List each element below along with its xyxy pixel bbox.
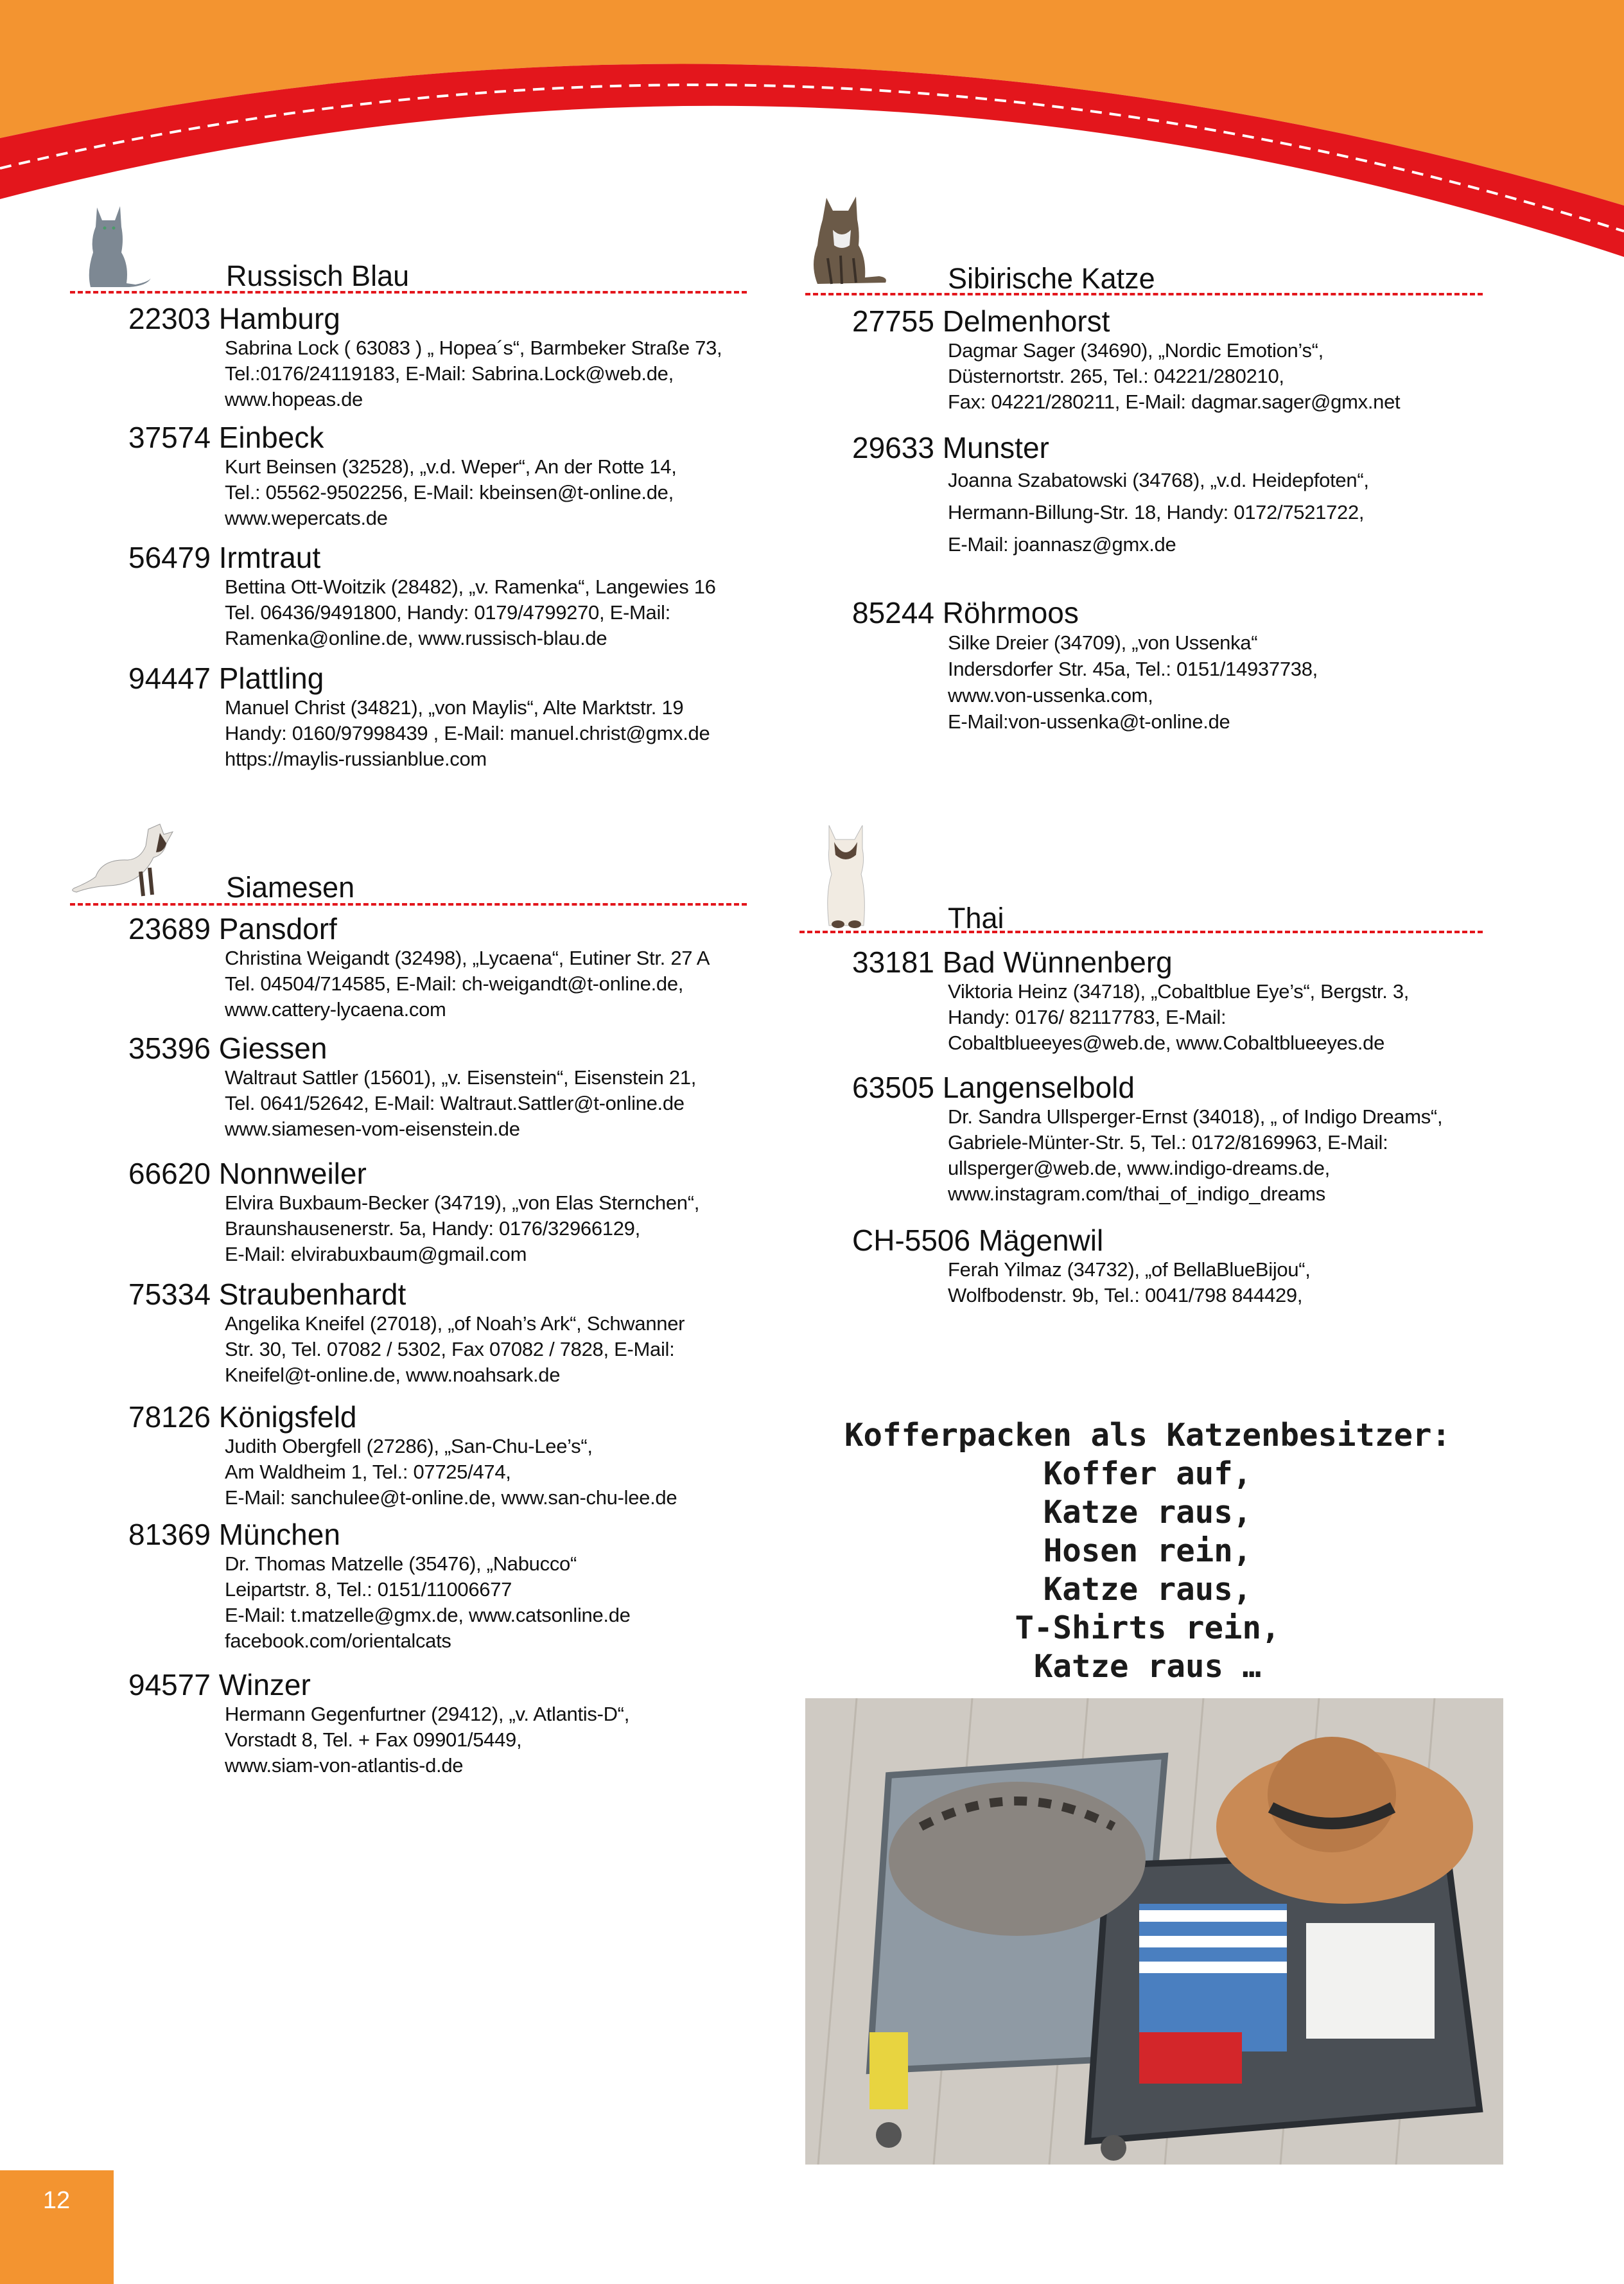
breeder-city: 78126 Königsfeld — [128, 1400, 357, 1434]
breeder-detail-line: Tel. 06436/9491800, Handy: 0179/4799270, E-Mail: — [225, 601, 670, 624]
breeder-detail-line: E-Mail: elvirabuxbaum@gmail.com — [225, 1243, 527, 1265]
breeder-detail-line: Kneifel@t-online.de, www.noahsark.de — [225, 1364, 561, 1386]
breeder-city: 29633 Munster — [852, 431, 1049, 464]
breeder-detail-line: Bettina Ott-Woitzik (28482), „v. Ramenka“, Langewies 16 — [225, 575, 716, 598]
breeder-detail-line: Manuel Christ (34821), „von Maylis“, Alte Marktstr. 19 — [225, 696, 684, 719]
breeder-detail-line: Elvira Buxbaum-Becker (34719), „von Elas Sternchen“, — [225, 1191, 700, 1214]
breeder-detail-line: Gabriele-Münter-Str. 5, Tel.: 0172/8169963, E-Mail: — [948, 1131, 1388, 1154]
breeder-city: 66620 Nonnweiler — [128, 1157, 367, 1190]
breeder-detail-line: Cobaltblueeyes@web.de, www.Cobaltblueeyes.de — [948, 1032, 1385, 1054]
breeder-detail-line: Silke Dreier (34709), „von Ussenka“ — [948, 631, 1258, 654]
breeder-city: 56479 Irmtraut — [128, 541, 321, 574]
breeder-detail-line: Tel.:0176/24119183, E-Mail: Sabrina.Lock@web.de, — [225, 362, 674, 385]
breeder-detail-line: www.instagram.com/thai_of_indigo_dreams — [948, 1182, 1325, 1205]
siberian-cat-icon — [808, 194, 889, 285]
breeder-detail-line: Ferah Yilmaz (34732), „of BellaBlueBijou“, — [948, 1258, 1311, 1281]
breeder-detail-line: facebook.com/orientalcats — [225, 1630, 451, 1652]
section-divider — [805, 293, 1483, 295]
page-number-box — [0, 2170, 114, 2284]
breeder-city: 94577 Winzer — [128, 1668, 311, 1701]
breeder-detail-line: E-Mail: t.matzelle@gmx.de, www.catsonline.de — [225, 1604, 631, 1626]
poem-line: Hosen rein, — [1043, 1533, 1252, 1569]
breeder-detail-line: Fax: 04221/280211, E-Mail: dagmar.sager@gmx.net — [948, 391, 1401, 413]
poem-line: Katze raus, — [1043, 1494, 1252, 1531]
poem-line: Katze raus … — [1033, 1648, 1261, 1685]
breeder-detail-line: Handy: 0176/ 82117783, E-Mail: — [948, 1006, 1227, 1028]
breeder-detail-line: Braunshausenerstr. 5a, Handy: 0176/32966129, — [225, 1217, 640, 1240]
breeder-detail-line: Judith Obergfell (27286), „San-Chu-Lee’s“, — [225, 1435, 593, 1457]
breeder-detail-line: Christina Weigandt (32498), „Lycaena“, Eutiner Str. 27 A — [225, 947, 710, 969]
breeder-detail-line: E-Mail:von-ussenka@t-online.de — [948, 710, 1230, 733]
breeder-detail-line: Am Waldheim 1, Tel.: 07725/474, — [225, 1461, 511, 1483]
breeder-city: 75334 Straubenhardt — [128, 1278, 406, 1311]
section-title: Siamesen — [226, 871, 355, 904]
breeder-detail-line: Wolfbodenstr. 9b, Tel.: 0041/798 844429, — [948, 1284, 1303, 1306]
breeder-detail-line: www.siamesen-vom-eisenstein.de — [225, 1118, 520, 1140]
page-number: 12 — [42, 2187, 71, 2214]
breeder-detail-line: www.von-ussenka.com, — [948, 684, 1153, 707]
breeder-detail-line: ullsperger@web.de, www.indigo-dreams.de, — [948, 1157, 1330, 1179]
poem-line: Koffer auf, — [1043, 1455, 1252, 1492]
breeder-city: 23689 Pansdorf — [128, 912, 337, 945]
breeder-city: 22303 Hamburg — [128, 302, 340, 335]
breeder-detail-line: Indersdorfer Str. 45a, Tel.: 0151/14937738, — [948, 658, 1318, 680]
section-divider — [70, 903, 747, 906]
breeder-detail-line: Kurt Beinsen (32528), „v.d. Weper“, An der Rotte 14, — [225, 455, 677, 478]
breeder-city: 81369 München — [128, 1518, 340, 1551]
breeder-city: 35396 Giessen — [128, 1032, 327, 1065]
breeder-detail-line: Dr. Sandra Ullsperger-Ernst (34018), „ of Indigo Dreams“, — [948, 1105, 1443, 1128]
siamese-cat-icon — [70, 820, 176, 897]
breeder-city: 33181 Bad Wünnenberg — [852, 945, 1173, 979]
breeder-detail-line: Hermann Gegenfurtner (29412), „v. Atlantis-D“, — [225, 1703, 630, 1725]
breeder-city: 94447 Plattling — [128, 662, 324, 695]
breeder-city: 37574 Einbeck — [128, 421, 324, 454]
poem-line: Kofferpacken als Katzenbesitzer: — [844, 1417, 1451, 1454]
breeder-detail-line: Angelika Kneifel (27018), „of Noah’s Ark“, Schwanner — [225, 1312, 685, 1335]
breeder-detail-line: Tel. 04504/714585, E-Mail: ch-weigandt@t-online.de, — [225, 972, 684, 995]
breeder-detail-line: Waltraut Sattler (15601), „v. Eisenstein“, Eisenstein 21, — [225, 1066, 697, 1089]
section-title: Thai — [948, 902, 1004, 935]
section-divider — [70, 291, 747, 294]
breeder-detail-line: Dagmar Sager (34690), „Nordic Emotion’s“, — [948, 339, 1323, 362]
breeder-detail-line: https://maylis-russianblue.com — [225, 748, 487, 770]
breeder-detail-line: Ramenka@online.de, www.russisch-blau.de — [225, 627, 607, 649]
section-title: Sibirische Katze — [948, 262, 1155, 295]
breeder-city: 63505 Langenselbold — [852, 1071, 1135, 1104]
poem — [805, 1416, 1490, 1686]
breeder-detail-line: Tel.: 05562-9502256, E-Mail: kbeinsen@t-online.de, — [225, 481, 674, 504]
breeder-detail-line: Viktoria Heinz (34718), „Cobaltblue Eye’s“, Bergstr. 3, — [948, 980, 1410, 1003]
breeder-detail-line: Hermann-Billung-Str. 18, Handy: 0172/7521722, — [948, 501, 1365, 523]
breeder-detail-line: www.cattery-lycaena.com — [225, 998, 446, 1021]
cat-in-suitcase-photo — [805, 1698, 1503, 2165]
breeder-detail-line: E-Mail: sanchulee@t-online.de, www.san-chu-lee.de — [225, 1486, 677, 1509]
breeder-detail-line: Sabrina Lock ( 63083 ) „ Hopea´s“, Barmbeker Straße 73, — [225, 337, 722, 359]
breeder-detail-line: Str. 30, Tel. 07082 / 5302, Fax 07082 / 7828, E-Mail: — [225, 1338, 675, 1360]
section-divider — [799, 931, 1483, 933]
breeder-detail-line: Joanna Szabatowski (34768), „v.d. Heidepfoten“, — [948, 469, 1369, 491]
breeder-detail-line: www.wepercats.de — [225, 507, 388, 529]
breeder-detail-line: Düsternortstr. 265, Tel.: 04221/280210, — [948, 365, 1284, 387]
breeder-detail-line: Dr. Thomas Matzelle (35476), „Nabucco“ — [225, 1552, 577, 1575]
poem-line: T-Shirts rein, — [1015, 1610, 1280, 1646]
breeder-detail-line: E-Mail: joannasz@gmx.de — [948, 533, 1176, 556]
breeder-city: 27755 Delmenhorst — [852, 304, 1110, 338]
breeder-detail-line: www.hopeas.de — [225, 388, 363, 410]
breeder-city: CH-5506 Mägenwil — [852, 1224, 1104, 1257]
breeder-detail-line: Vorstadt 8, Tel. + Fax 09901/5449, — [225, 1728, 522, 1751]
russian-blue-cat-icon — [84, 201, 155, 288]
breeder-detail-line: www.siam-von-atlantis-d.de — [225, 1754, 464, 1777]
thai-cat-icon — [820, 823, 875, 929]
breeder-detail-line: Handy: 0160/97998439 , E-Mail: manuel.christ@gmx.de — [225, 722, 710, 744]
breeder-detail-line: Tel. 0641/52642, E-Mail: Waltraut.Sattler@t-online.de — [225, 1092, 685, 1114]
section-title: Russisch Blau — [226, 259, 410, 292]
poem-line: Katze raus, — [1043, 1571, 1252, 1608]
breeder-city: 85244 Röhrmoos — [852, 596, 1079, 629]
breeder-detail-line: Leipartstr. 8, Tel.: 0151/11006677 — [225, 1578, 512, 1601]
